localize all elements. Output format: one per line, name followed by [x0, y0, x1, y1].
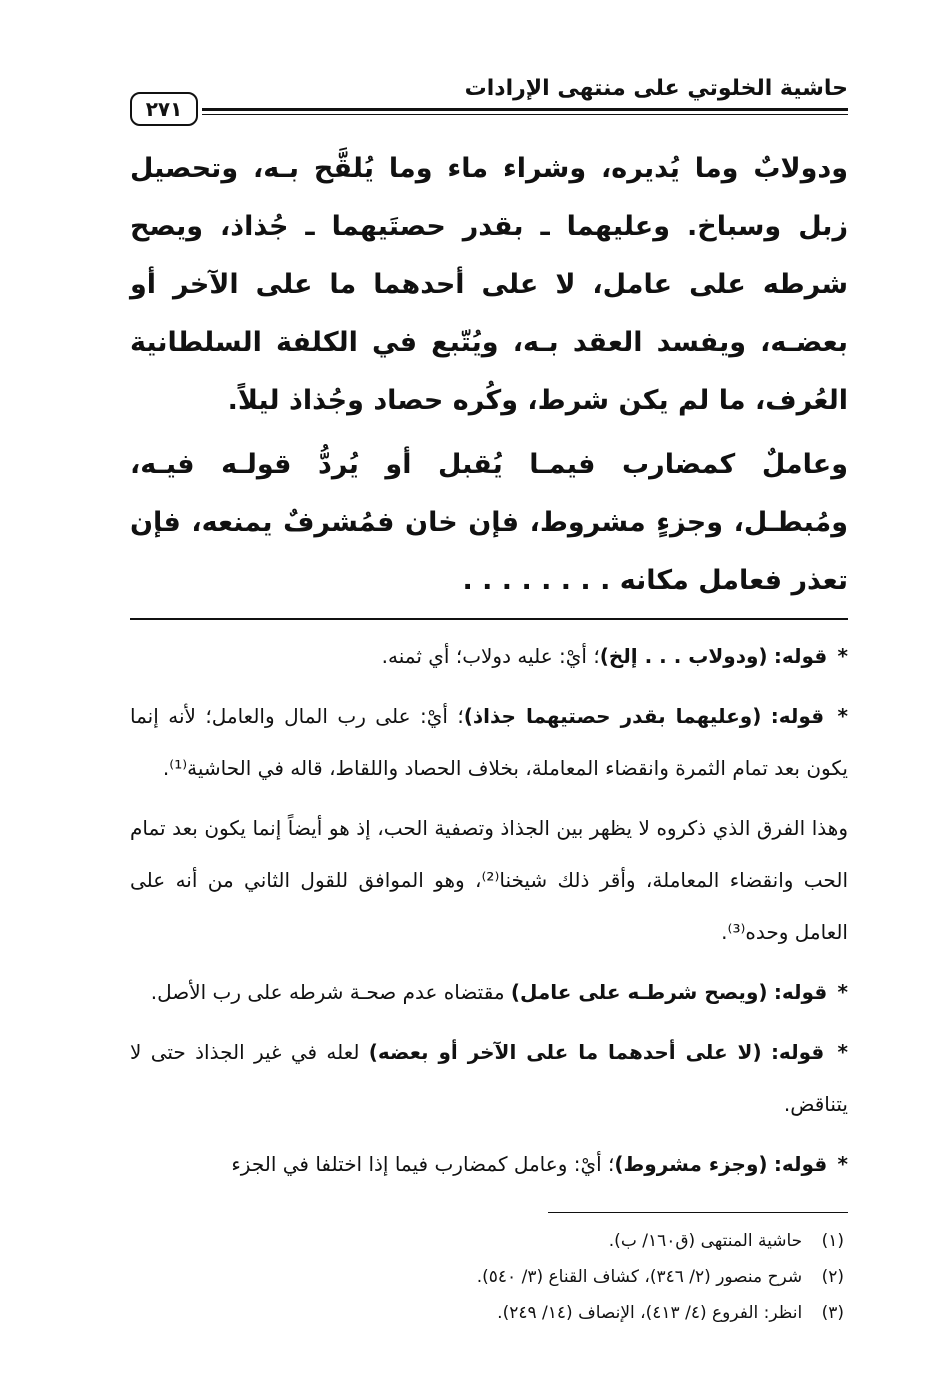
commentary-lemma: (لا على أحدهما ما على الآخر أو بعضه) [368, 1040, 762, 1064]
header-rule [202, 108, 848, 115]
footnote-2 [130, 1259, 844, 1295]
asterisk-marker: * [837, 1040, 849, 1064]
footnote-number: (١) [821, 1231, 844, 1251]
main-text-paragraph: ودولابٌ وما يُديره، وشراء ماء وما يُلقَّح بـه، وتحصيل زبل وسباخ. وعليهما ـ بقدر حصتَيهما ـ جُذاذ، ويصح شرطه على عامل، لا على أحدهما ما على الآخر أو بعضـه، ويفسد العقد بـه، ويُتّبع في الكلفة السلطانية العُرف، ما لم يكن شرط، وكُره حصاد وجُذاذ ليلاً. [130, 153, 848, 416]
commentary-entry [130, 966, 848, 1018]
commentary [130, 630, 848, 1190]
commentary-lemma: (ودولاب . . . إلخ) [599, 644, 768, 668]
commentary-lemma: (ويصح شرطـه على عامل) [510, 980, 768, 1004]
commentary-text: ؛ أيْ: وعامل كمضارب فيما إذا اختلفا في الجزء [231, 1152, 615, 1176]
footnote-number: (٢) [821, 1267, 844, 1287]
commentary-intro: قوله: [773, 644, 828, 668]
page-header [130, 70, 848, 120]
footnote-text: انظر: الفروع (٤/ ٤١٣)، الإنصاف (١٤/ ٢٤٩). [497, 1303, 803, 1323]
asterisk-marker: * [837, 1152, 848, 1176]
commentary-intro: قوله: [773, 980, 828, 1004]
page-number: ٢٧١ [130, 92, 198, 126]
asterisk-marker: * [837, 704, 848, 728]
footnote-text: شرح منصور (٢/ ٣٤٦)، كشاف القناع (٣/ ٥٤٠). [476, 1267, 803, 1287]
main-text-paragraph: وعاملٌ كمضارب فيمـا يُقبل أو يُردُّ قولـه فيـه، ومُبطـل، وجزءٍ مشروط، فإن خان فمُشرفٌ يمنعه، فإن تعذر فعامل مكانه . . . . . . . . [130, 449, 848, 596]
asterisk-marker: * [837, 980, 848, 1004]
commentary-intro: قوله: [770, 1040, 825, 1064]
footnote-3 [130, 1295, 844, 1331]
commentary-entry [130, 802, 848, 958]
commentary-entry [130, 690, 848, 794]
commentary-entry [130, 1138, 848, 1190]
footnotes [130, 1223, 848, 1331]
commentary-text: لعله في غير الجذاذ حتى لا يتناقض. [130, 1040, 848, 1116]
commentary-text: مقتضاه عدم صحـة شرطه على رب الأصل. [150, 980, 511, 1004]
text-divider [130, 618, 848, 620]
commentary-intro: قوله: [773, 1152, 828, 1176]
book-page [130, 70, 848, 1331]
commentary-text: ؛ أيْ: عليه دولاب؛ أي ثمنه. [381, 644, 600, 668]
footnote-rule [548, 1212, 848, 1213]
commentary-lemma: (وعليهما بقدر حصتيهما جذاذ) [463, 704, 762, 728]
commentary-text: وهذا الفرق الذي ذكروه لا يظهر بين الجذاذ وتصفية الحب، إذ هو أيضاً إنما يكون بعد تمام الحب وانقضاء المعاملة، وأقر ذلك شيخنا⁽²⁾، وهو الموافق للقول الثاني من أنه على العامل وحده⁽³⁾. [130, 816, 848, 944]
commentary-lemma: (وجزء مشروط) [614, 1152, 768, 1176]
running-title: حاشية الخلوتي على منتهى الإرادات [464, 76, 848, 101]
asterisk-marker: * [837, 644, 848, 668]
commentary-intro: قوله: [770, 704, 825, 728]
commentary-entry [130, 1026, 848, 1130]
commentary-entry [130, 630, 848, 682]
main-text [130, 140, 848, 610]
footnote-text: حاشية المنتهى (ق١٦٠/ ب). [608, 1231, 803, 1251]
footnote-1 [130, 1223, 844, 1259]
footnote-number: (٣) [821, 1303, 844, 1323]
commentary-text: ؛ أيْ: على رب المال والعامل؛ لأنه إنما يكون بعد تمام الثمرة وانقضاء المعاملة، بخلاف الحصاد واللقاط، قاله في الحاشية⁽¹⁾. [130, 704, 848, 780]
